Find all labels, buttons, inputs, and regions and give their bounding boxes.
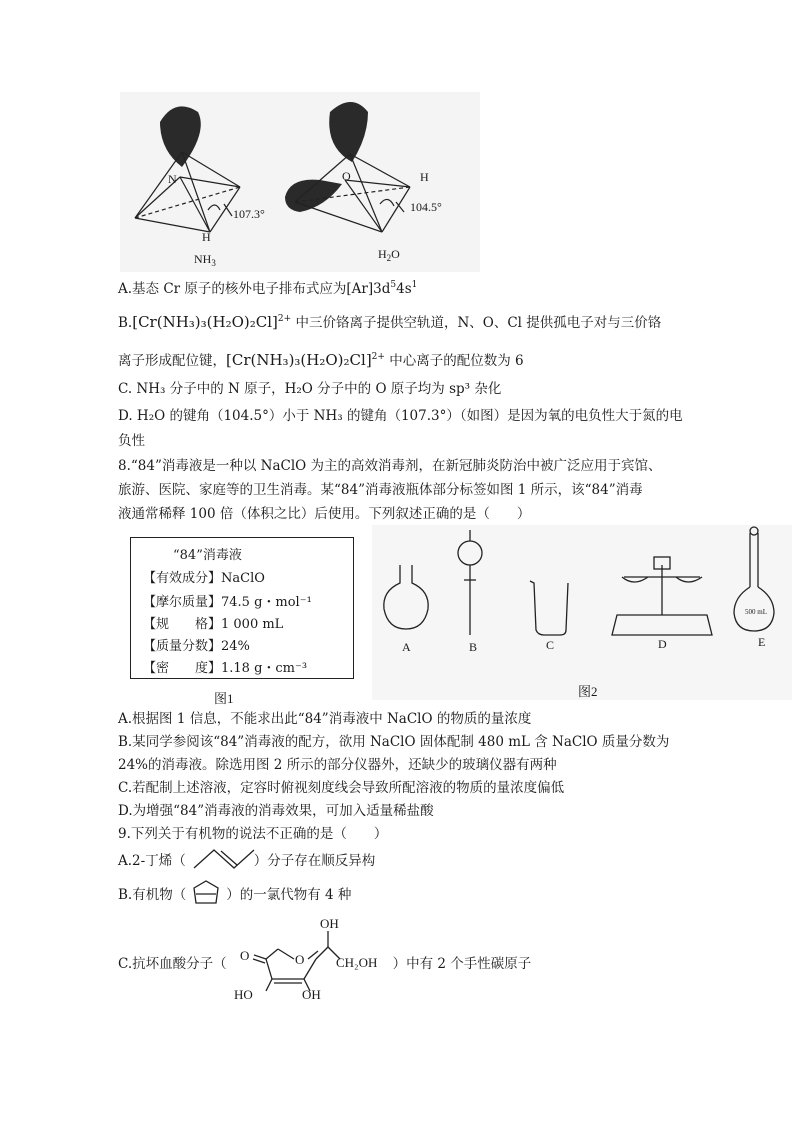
atom-o-label: O — [342, 169, 351, 183]
q8-option-d: D.为增强“84”消毒液的消毒效果，可加入适量稀盐酸 — [118, 803, 434, 819]
q9-option-a: A.2-丁烯（ ）分子存在顺反异构 — [118, 853, 376, 869]
q8-option-b: B.某同学参阅该“84”消毒液的配方，欲用 NaClO 固体配制 480 mL 含 NaClO 质量分数为 — [118, 734, 670, 750]
atom-n-label: N — [168, 172, 177, 186]
figure-1-caption: 图1 — [214, 691, 234, 706]
mol-label-o-carbonyl: O — [240, 948, 250, 963]
q9-option-b: B.有机物（ ）的一氯代物有 4 种 — [118, 887, 352, 903]
q8-stem-3: 液通常稀释 100 倍（体积之比）后使用。下列叙述正确的是（ ） — [118, 506, 531, 522]
q7-option-d: D. H₂O 的键角（104.5°）小于 NH₃ 的键角（107.3°）（如图）是因为氧的电负性大于氮的电 — [118, 408, 683, 424]
apparatus-label-e: E — [758, 635, 766, 649]
mol-label-ch2oh: CH₂OH — [336, 955, 378, 970]
ascorbic-acid-structure — [228, 915, 394, 1007]
q7-option-d-cont: 负性 — [118, 433, 145, 449]
apparatus-label-d: D — [658, 637, 667, 651]
label-row-ingredient: 【有效成分】NaClO — [143, 571, 265, 586]
q7-option-c: C. NH₃ 分子中的 N 原子，H₂O 分子中的 O 原子均为 sp³ 杂化 — [118, 381, 502, 397]
angle-nh3-label: 107.3° — [233, 207, 265, 221]
nh3-caption: $NH_3$ — [194, 252, 216, 268]
q8-stem-1: 8.“84”消毒液是一种以 NaClO 为主的高效消毒剂，在新冠肺炎防治中被广泛应用于宾馆、 — [118, 458, 662, 474]
q7-option-a: A.基态 Cr 原子的核外电子排布式应为$[Ar]3d^54s^1$ — [118, 280, 418, 297]
complex-formula: [Cr(NH₃)₃(H₂O)₂Cl] — [132, 313, 278, 331]
label-row-volume: 【规 格】1 000 mL — [143, 617, 284, 632]
apparatus-label-a: A — [402, 640, 411, 654]
q8-option-c: C.若配制上述溶液，定容时俯视刻度线会导致所配溶液的物质的量浓度偏低 — [118, 780, 565, 796]
mol-label-oh: OH — [302, 987, 321, 1002]
h2o-lone-pair-2 — [285, 180, 342, 212]
q7-option-b-cont: 离子形成配位键，$[Cr(NH_3)_3(H_2O)_2Cl]^{2+}$ 中心离子的配位数为 6 — [118, 351, 524, 369]
apparatus-label-b: B — [469, 640, 478, 654]
mol-label-oh-top: OH — [320, 916, 339, 931]
molecule-geometry-figure — [120, 92, 480, 272]
mol-label-o-ring: O — [295, 952, 305, 967]
apparatus-svg — [372, 525, 792, 665]
disinfectant-label-box — [130, 537, 354, 679]
q8-option-b-cont: 24%的消毒液。除选用图 2 所示的部分仪器外，还缺少的玻璃仪器有两种 — [118, 757, 557, 773]
angle-h2o-label: 104.5° — [410, 200, 442, 214]
label-row-density: 【密 度】1.18 g・cm⁻³ — [143, 661, 308, 676]
label-row-molar-mass: 【摩尔质量】74.5 g・mol⁻¹ — [143, 595, 312, 610]
q9-option-c: C.抗坏血酸分子（ ）中有 2 个手性碳原子 — [118, 956, 532, 972]
label-title: “84”消毒液 — [173, 548, 242, 563]
q9-stem: 9.下列关于有机物的说法不正确的是（ ） — [118, 826, 388, 842]
apparatus-figure — [372, 525, 792, 700]
h2o-caption: $H_2O$ — [378, 247, 400, 263]
flask-volume-label: 500 mL — [745, 608, 767, 616]
mol-label-ho: HO — [234, 987, 253, 1002]
atom-h-label: H — [202, 230, 211, 244]
figure-2-caption: 图2 — [578, 684, 598, 699]
norbornane-structure — [186, 878, 226, 908]
2-butene-structure — [190, 846, 258, 872]
label-row-mass-fraction: 【质量分数】24% — [143, 639, 250, 654]
nh3-lone-pair — [160, 106, 201, 167]
q8-stem-2: 旅游、医院、家庭等的卫生消毒。某“84”消毒液瓶体部分标签如图 1 所示，该“84”消毒 — [118, 482, 643, 498]
atom-h2-label: H — [420, 170, 429, 184]
q8-option-a: A.根据图 1 信息，不能求出此“84”消毒液中 NaClO 的物质的量浓度 — [118, 711, 532, 727]
h2o-lone-pair-1 — [329, 102, 368, 162]
q7-option-b: $B.[Cr(NH_3)_3(H_2O)_2Cl]^{2+}$ 中三价铬离子提供空轨道，N、O、Cl 提供孤电子对与三价铬 — [118, 313, 662, 331]
apparatus-label-c: C — [546, 638, 555, 652]
